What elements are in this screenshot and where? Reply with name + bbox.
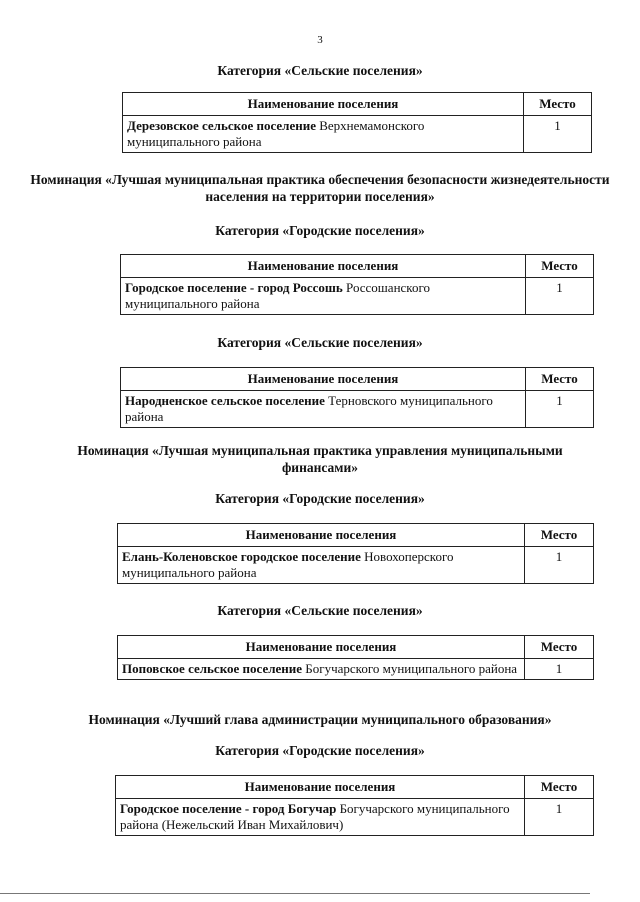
table-header-row (123, 93, 592, 116)
results-table (115, 775, 594, 836)
place-column-header: Место (524, 93, 592, 116)
place-cell: 1 (526, 278, 594, 315)
page-number: 3 (317, 34, 323, 46)
settlement-name-bold: Городское поселение - город Россошь (125, 280, 343, 295)
table-header-row (121, 255, 594, 278)
category-heading: Категория «Сельские поселения» (217, 603, 423, 618)
settlement-name-bold: Поповское сельское поселение (122, 661, 303, 676)
settlement-name-cell (116, 799, 525, 836)
table-row (116, 799, 594, 836)
category-heading: Категория «Сельские поселения» (217, 335, 423, 350)
nomination-heading: Номинация «Лучший глава администрации муниципального образования» (88, 712, 552, 727)
table-row (121, 278, 594, 315)
table-row (118, 659, 594, 680)
settlement-name-bold: Елань-Коленовское городское поселение (122, 549, 361, 564)
category-heading: Категория «Городские поселения» (215, 743, 425, 758)
settlement-name-rest: Терновского муниципального района (125, 393, 493, 424)
place-column-header: Место (526, 368, 594, 391)
place-cell: 1 (525, 659, 594, 680)
settlement-name-cell (121, 391, 526, 428)
settlement-name-rest: Богучарского муниципального района (302, 661, 518, 676)
category-heading: Категория «Городские поселения» (215, 223, 425, 238)
place-column-header: Место (525, 524, 594, 547)
results-table (122, 92, 592, 153)
results-table (120, 254, 594, 315)
table-row (123, 116, 592, 153)
settlement-name-cell (118, 659, 525, 680)
place-cell: 1 (526, 391, 594, 428)
place-cell: 1 (525, 799, 594, 836)
settlement-name-cell (121, 278, 526, 315)
table-row (118, 547, 594, 584)
settlement-name-rest: Новохоперского муниципального района (122, 549, 454, 580)
place-cell: 1 (524, 116, 592, 153)
place-column-header: Место (525, 776, 594, 799)
settlement-name-bold: Дерезовское сельское поселение (127, 118, 316, 133)
settlement-name-bold: Народненское сельское поселение (125, 393, 325, 408)
table-header-row (121, 368, 594, 391)
category-heading: Категория «Сельские поселения» (217, 63, 423, 78)
table-header-row (118, 636, 594, 659)
table-row (121, 391, 594, 428)
name-column-header: Наименование поселения (121, 255, 526, 278)
place-cell: 1 (525, 547, 594, 584)
settlement-name-cell (123, 116, 524, 153)
results-table (120, 367, 594, 428)
nomination-heading: Номинация «Лучшая муниципальная практика управления муниципальными финансами» (77, 443, 563, 475)
name-column-header: Наименование поселения (116, 776, 525, 799)
name-column-header: Наименование поселения (123, 93, 524, 116)
settlement-name-cell (118, 547, 525, 584)
table-header-row (116, 776, 594, 799)
settlement-name-rest: Россошанского муниципального района (125, 280, 430, 311)
nomination-heading: Номинация «Лучшая муниципальная практика обеспечения безопасности жизнедеятельности населения на территории поселения» (30, 172, 610, 204)
footer-divider (0, 893, 590, 894)
category-heading: Категория «Городские поселения» (215, 491, 425, 506)
settlement-name-rest: Богучарского муниципального района (Нежельский Иван Михайлович) (120, 801, 510, 832)
results-table (117, 523, 594, 584)
name-column-header: Наименование поселения (118, 524, 525, 547)
place-column-header: Место (526, 255, 594, 278)
name-column-header: Наименование поселения (118, 636, 525, 659)
results-table (117, 635, 594, 680)
settlement-name-rest: Верхнемамонского муниципального района (127, 118, 425, 149)
place-column-header: Место (525, 636, 594, 659)
table-header-row (118, 524, 594, 547)
settlement-name-bold: Городское поселение - город Богучар (120, 801, 337, 816)
name-column-header: Наименование поселения (121, 368, 526, 391)
